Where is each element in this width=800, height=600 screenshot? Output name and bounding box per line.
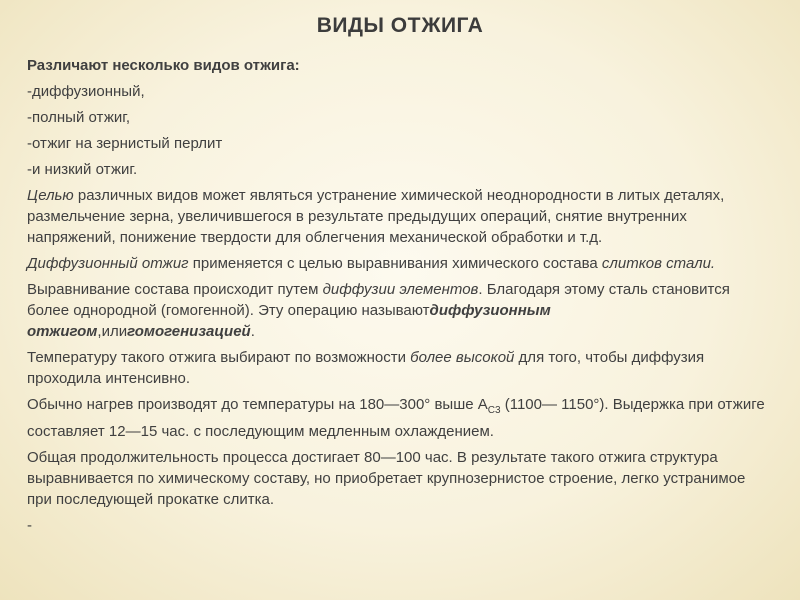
text: . Благодаря этому сталь становится более однородной (гомогенной). Эту операцию называют <box>27 281 730 319</box>
text: Выравнивание состава происходит путем <box>27 281 323 298</box>
text: ,или <box>97 323 128 340</box>
text: для того, чтобы диффузия проходила интенсивно. <box>27 349 705 387</box>
slide-body <box>27 55 772 538</box>
list-item: -полный отжиг, <box>27 109 131 126</box>
list-item: -и низкий отжиг. <box>27 161 138 178</box>
strong-emphasis: диффузионным отжигом <box>27 302 551 340</box>
emphasis: Целью <box>27 187 74 204</box>
list-item: -отжиг на зернистый перлит <box>27 135 223 152</box>
emphasis: диффузии элементов <box>322 281 479 298</box>
paragraph-diffusion <box>27 253 772 274</box>
emphasis: слитков стали. <box>601 255 716 272</box>
slide-title: ВИДЫ ОТЖИГА <box>316 14 484 37</box>
list-item: -диффузионный, <box>27 83 145 100</box>
paragraph-homogenization <box>27 279 772 342</box>
text: (1100— 1150°). Выдержка при отжиге составляет 12—15 час. с последующим медленным охлаждением. <box>27 396 765 440</box>
paragraph-duration: Общая продолжительность процесса достигает 80—100 час. В результате такого отжига структура выравнивается по химическому составу, но приобретает крупнозернистое строение, легко устранимое при последующей прокатке слитка. <box>27 449 746 508</box>
text: различных видов может являться устранение химической неоднородности в литых деталях, размельчение зерна, увеличившегося в результате предыдущих операций, снятие внутренних напряжений, понижение твердости для облегчения механической обработки и т.д. <box>27 187 725 246</box>
emphasis: более высокой <box>410 349 515 366</box>
text: . <box>250 323 255 340</box>
emphasis: Диффузионный отжиг <box>27 255 189 272</box>
text: Температуру такого отжига выбирают по возможности <box>27 349 411 366</box>
paragraph-purpose <box>27 185 772 248</box>
text: применяется с целью выравнивания химического состава <box>188 255 602 272</box>
intro-line: Различают несколько видов отжига: <box>27 57 300 74</box>
paragraph-heating <box>27 394 772 442</box>
text: Обычно нагрев производят до температуры на 180—300° выше А <box>27 396 488 413</box>
subscript: С3 <box>487 405 501 416</box>
trailing-dash: - <box>27 517 32 534</box>
strong-emphasis: гомогенизацией <box>127 323 251 340</box>
paragraph-temperature <box>27 347 772 389</box>
